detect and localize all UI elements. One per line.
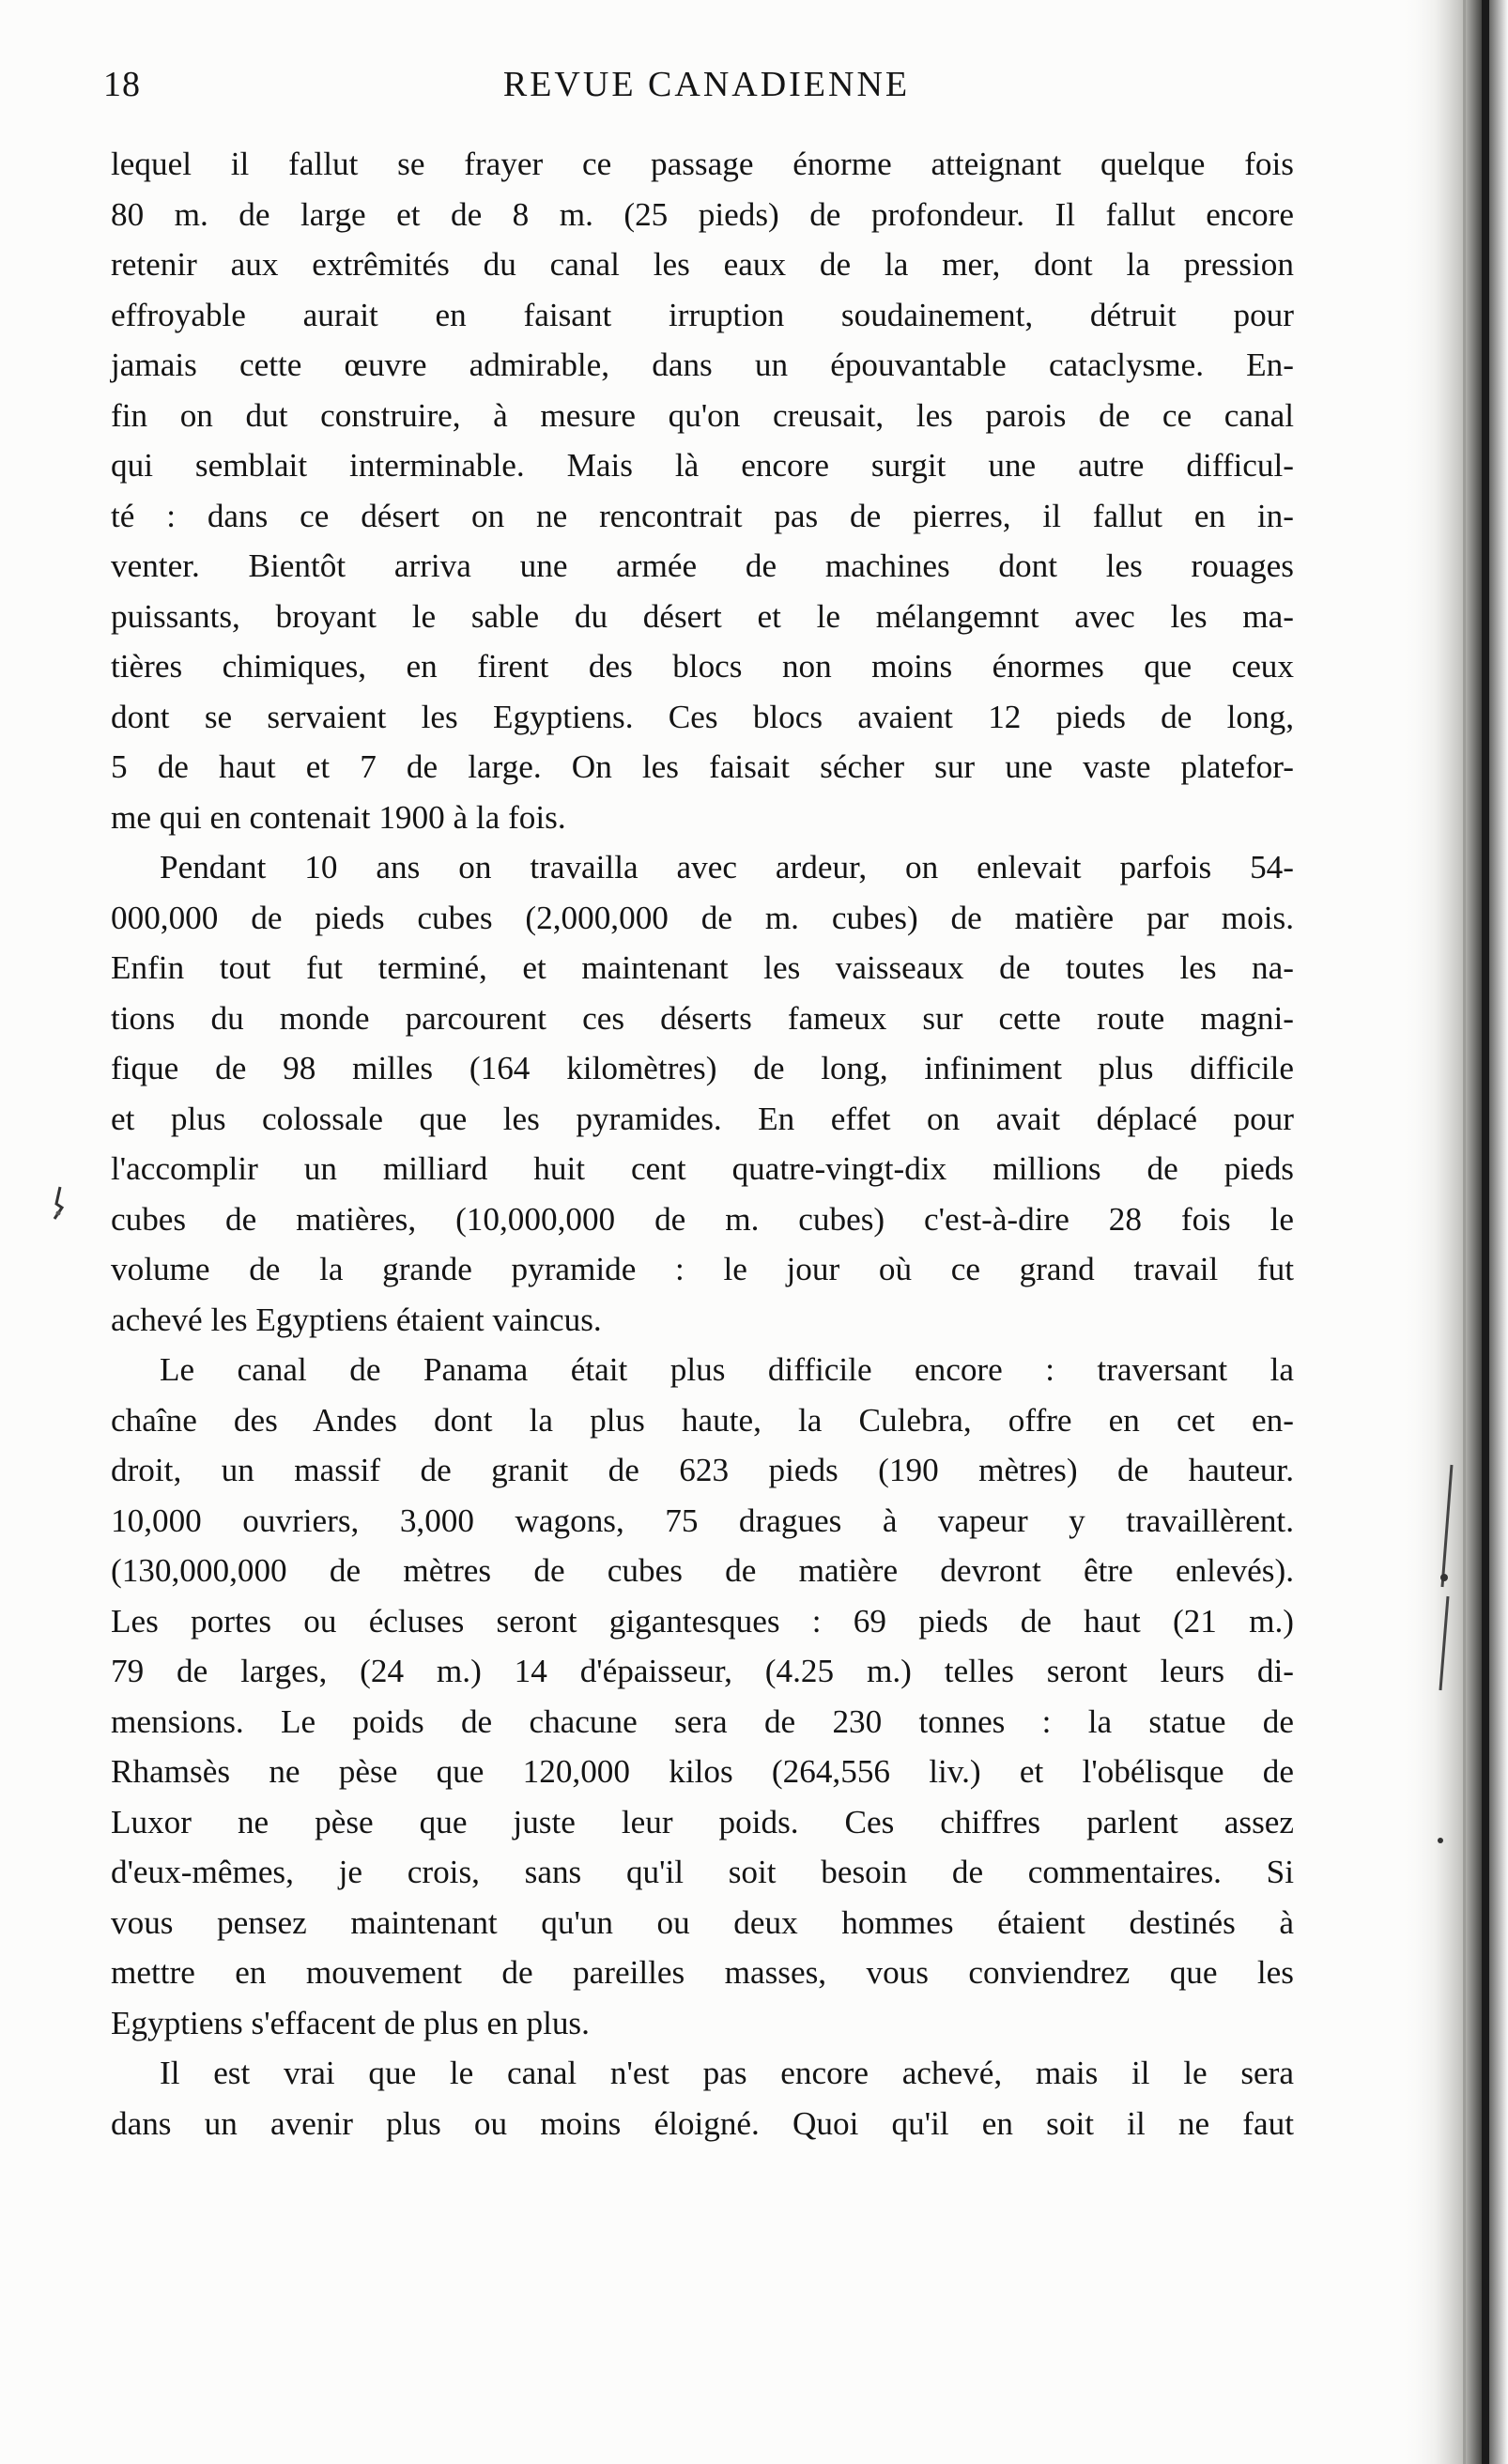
text-line: tions du monde parcourent ces déserts fameux sur cette route magni- [111, 999, 1294, 1037]
text-line: fin on dut construire, à mesure qu'on creusait, les parois de ce canal [111, 396, 1294, 434]
text-line: l'accomplir un milliard huit cent quatre-vingt-dix millions de pieds [111, 1150, 1294, 1187]
text-line: droit, un massif de granit de 623 pieds (190 mètres) de hauteur. [111, 1452, 1294, 1488]
running-head [103, 64, 1310, 120]
text-line: chaîne des Andes dont la plus haute, la Culebra, offre en cet en- [111, 1401, 1294, 1439]
article-body [111, 139, 1294, 2148]
text-line: vous pensez maintenant qu'un ou deux hommes étaient destinés à [111, 1903, 1294, 1941]
text-line: lequel il fallut se frayer ce passage énorme atteignant quelque fois [111, 146, 1294, 182]
margin-ink-mark [49, 1185, 68, 1223]
text-line: volume de la grande pyramide : le jour où ce grand travail fut [111, 1251, 1294, 1287]
text-line: puissants, broyant le sable du désert et le mélangemnt avec les ma- [111, 597, 1294, 635]
text-line: té : dans ce désert on ne rencontrait pas de pierres, il fallut en in- [111, 497, 1294, 534]
text-line: Luxor ne pèse que juste leur poids. Ces chiffres parlent assez [111, 1803, 1294, 1840]
text-line: 000,000 de pieds cubes (2,000,000 de m. cubes) de matière par mois. [111, 899, 1294, 936]
text-line: d'eux-mêmes, je crois, sans qu'il soit besoin de commentaires. Si [111, 1854, 1294, 1890]
text-line: mensions. Le poids de chacune sera de 230 tonnes : la statue de [111, 1702, 1294, 1740]
text-line: Le canal de Panama était plus difficile encore : traversant la [160, 1351, 1294, 1388]
text-line: fique de 98 milles (164 kilomètres) de long, infiniment plus difficile [111, 1050, 1294, 1086]
text-line: (130,000,000 de mètres de cubes de matière devront être enlevés). [111, 1552, 1294, 1589]
text-line: 80 m. de large et de 8 m. (25 pieds) de profondeur. Il fallut encore [111, 195, 1294, 233]
text-line: mettre en mouvement de pareilles masses, vous conviendrez que les [111, 1954, 1294, 1991]
text-line: jamais cette œuvre admirable, dans un épouvantable cataclysme. En- [111, 346, 1294, 383]
text-line: me qui en contenait 1900 à la fois. [111, 798, 566, 836]
text-line: dans un avenir plus ou moins éloigné. Quoi qu'il en soit il ne faut [111, 2104, 1294, 2142]
text-line: tières chimiques, en firent des blocs non moins énormes que ceux [111, 648, 1294, 685]
text-line: achevé les Egyptiens étaient vaincus. [111, 1301, 602, 1338]
text-line: venter. Bientôt arriva une armée de machines dont les rouages [111, 547, 1294, 584]
text-line: qui semblait interminable. Mais là encore surgit une autre difficul- [111, 447, 1294, 484]
text-line: et plus colossale que les pyramides. En effet on avait déplacé pour [111, 1100, 1294, 1137]
text-line: Enfin tout fut terminé, et maintenant les vaisseaux de toutes les na- [111, 949, 1294, 986]
text-line: 5 de haut et 7 de large. On les faisait sécher sur une vaste platefor- [111, 748, 1294, 785]
text-line: 79 de larges, (24 m.) 14 d'épaisseur, (4.25 m.) telles seront leurs di- [111, 1653, 1294, 1689]
text-line: dont se servaient les Egyptiens. Ces blocs avaient 12 pieds de long, [111, 698, 1294, 735]
page-number: 18 [103, 65, 141, 104]
text-line: Il est vrai que le canal n'est pas encore achevé, mais il le sera [160, 2055, 1294, 2091]
text-line: cubes de matières, (10,000,000 de m. cubes) c'est-à-dire 28 fois le [111, 1200, 1294, 1238]
text-line: effroyable aurait en faisant irruption soudainement, détruit pour [111, 296, 1294, 333]
text-line: Egyptiens s'effacent de plus en plus. [111, 2004, 590, 2041]
page-binding-shadow [1395, 0, 1508, 2464]
journal-title: REVUE CANADIENNE [502, 65, 911, 104]
text-line: Les portes ou écluses seront gigantesques : 69 pieds de haut (21 m.) [111, 1602, 1294, 1640]
text-line: retenir aux extrêmités du canal les eaux de la mer, dont la pression [111, 246, 1294, 283]
text-line: 10,000 ouvriers, 3,000 wagons, 75 dragues à vapeur y travaillèrent. [111, 1502, 1294, 1539]
text-line: Pendant 10 ans on travailla avec ardeur, on enlevait parfois 54- [160, 849, 1294, 886]
text-line: Rhamsès ne pèse que 120,000 kilos (264,556 liv.) et l'obélisque de [111, 1753, 1294, 1790]
